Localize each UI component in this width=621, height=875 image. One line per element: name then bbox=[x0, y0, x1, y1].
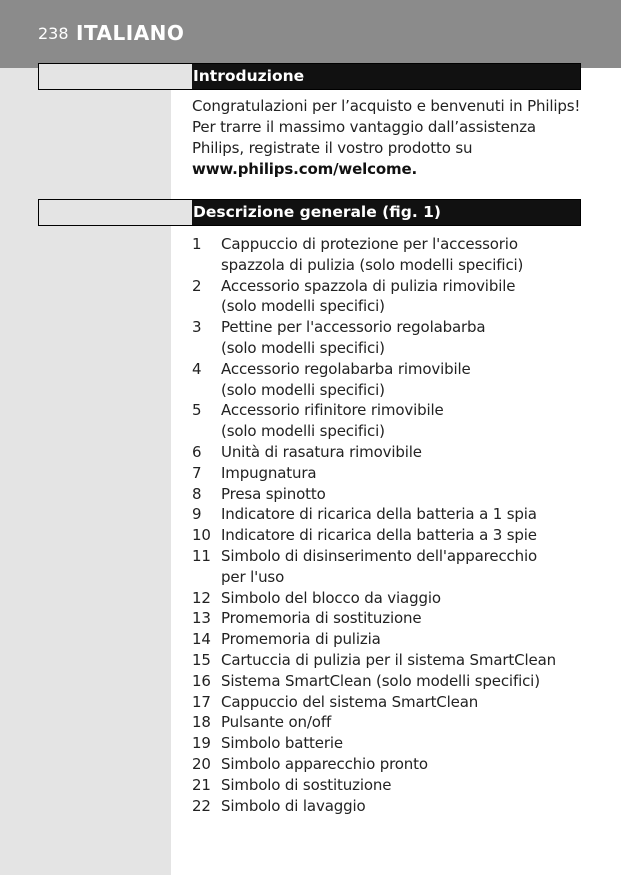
item-number: 6 bbox=[192, 442, 202, 461]
parts-list-item bbox=[192, 671, 584, 692]
parts-list-item bbox=[192, 775, 584, 796]
left-margin-column bbox=[0, 0, 171, 875]
parts-list-item bbox=[192, 400, 584, 442]
item-text: Impugnatura bbox=[221, 463, 317, 482]
item-number: 15 bbox=[192, 650, 211, 669]
item-number: 3 bbox=[192, 318, 202, 337]
item-text: Pettine per l'accessorio regolabarba (solo modelli specifici) bbox=[221, 318, 486, 357]
philips-welcome-link[interactable]: www.philips.com/welcome bbox=[192, 160, 412, 178]
item-text: Promemoria di pulizia bbox=[221, 630, 381, 649]
item-number: 13 bbox=[192, 609, 211, 628]
item-text: Unità di rasatura rimovibile bbox=[221, 442, 422, 461]
item-number: 1 bbox=[192, 235, 202, 253]
item-text: Cartuccia di pulizia per il sistema SmartClean bbox=[221, 650, 556, 669]
parts-list-item bbox=[192, 712, 584, 733]
item-number: 7 bbox=[192, 463, 202, 482]
item-text: Simbolo batterie bbox=[221, 734, 343, 753]
item-number: 4 bbox=[192, 359, 202, 378]
item-text: Accessorio rifinitore rimovibile (solo modelli specifici) bbox=[221, 401, 444, 441]
section-title-descrizione: Descrizione generale (fig. 1) bbox=[193, 203, 441, 221]
item-number: 10 bbox=[192, 526, 211, 545]
parts-list-item bbox=[192, 276, 584, 318]
item-text: Simbolo di disinserimento dell'apparecchio per l'uso bbox=[221, 546, 538, 586]
parts-list-item bbox=[192, 504, 584, 525]
item-number: 20 bbox=[192, 754, 211, 773]
page-header bbox=[0, 0, 621, 68]
item-text: Simbolo del blocco da viaggio bbox=[221, 588, 441, 607]
item-text: Simbolo di lavaggio bbox=[221, 796, 366, 815]
section-bar-introduzione bbox=[38, 63, 581, 90]
item-text: Pulsante on/off bbox=[221, 713, 332, 732]
section-title-introduzione: Introduzione bbox=[193, 67, 305, 85]
parts-list-item bbox=[192, 234, 584, 276]
item-number: 19 bbox=[192, 734, 211, 753]
parts-list-item bbox=[192, 692, 584, 713]
item-number: 9 bbox=[192, 505, 202, 524]
intro-text-end: . bbox=[411, 160, 418, 178]
item-text: Accessorio spazzola di pulizia rimovibile (solo modelli specifici) bbox=[221, 276, 516, 316]
item-text: Accessorio regolabarba rimovibile (solo modelli specifici) bbox=[221, 359, 471, 399]
parts-list-item bbox=[192, 484, 584, 505]
parts-list-item bbox=[192, 629, 584, 650]
item-text: Cappuccio del sistema SmartClean bbox=[221, 692, 479, 711]
item-number: 5 bbox=[192, 401, 202, 420]
item-text: Promemoria di sostituzione bbox=[221, 609, 422, 628]
page-number: 238 bbox=[38, 24, 69, 43]
parts-list-item bbox=[192, 796, 584, 817]
section-bar-descrizione bbox=[38, 199, 581, 226]
item-text: Cappuccio di protezione per l'accessorio spazzola di pulizia (solo modelli specifici) bbox=[221, 235, 524, 274]
item-number: 2 bbox=[192, 276, 202, 295]
item-text: Simbolo apparecchio pronto bbox=[221, 754, 428, 773]
item-number: 16 bbox=[192, 671, 211, 690]
intro-paragraph bbox=[192, 96, 584, 180]
parts-list-item bbox=[192, 317, 584, 359]
parts-list-item bbox=[192, 359, 584, 401]
item-number: 12 bbox=[192, 588, 211, 607]
item-text: Presa spinotto bbox=[221, 484, 326, 503]
item-number: 11 bbox=[192, 546, 211, 565]
parts-list-item bbox=[192, 754, 584, 775]
parts-list-item bbox=[192, 442, 584, 463]
item-text: Indicatore di ricarica della batteria a 1 spia bbox=[221, 505, 537, 524]
item-text: Indicatore di ricarica della batteria a 3 spie bbox=[221, 526, 537, 545]
item-number: 21 bbox=[192, 775, 211, 794]
parts-list-item bbox=[192, 588, 584, 609]
item-number: 22 bbox=[192, 796, 211, 815]
parts-list-item bbox=[192, 733, 584, 754]
parts-list-item bbox=[192, 546, 584, 588]
item-number: 17 bbox=[192, 692, 211, 711]
item-number: 8 bbox=[192, 484, 202, 503]
language-heading: ITALIANO bbox=[76, 21, 185, 45]
intro-text: Congratulazioni per l’acquisto e benvenuti in Philips! Per trarre il massimo vantaggio dall’assistenza Philips, registrate il vostro prodotto su bbox=[192, 97, 581, 157]
parts-list-item bbox=[192, 608, 584, 629]
item-number: 14 bbox=[192, 630, 211, 649]
item-text: Sistema SmartClean (solo modelli specifici) bbox=[221, 671, 540, 690]
parts-list-item bbox=[192, 525, 584, 546]
item-number: 18 bbox=[192, 713, 211, 732]
item-text: Simbolo di sostituzione bbox=[221, 775, 392, 794]
parts-list-item bbox=[192, 463, 584, 484]
parts-list bbox=[192, 234, 584, 816]
parts-list-item bbox=[192, 650, 584, 671]
